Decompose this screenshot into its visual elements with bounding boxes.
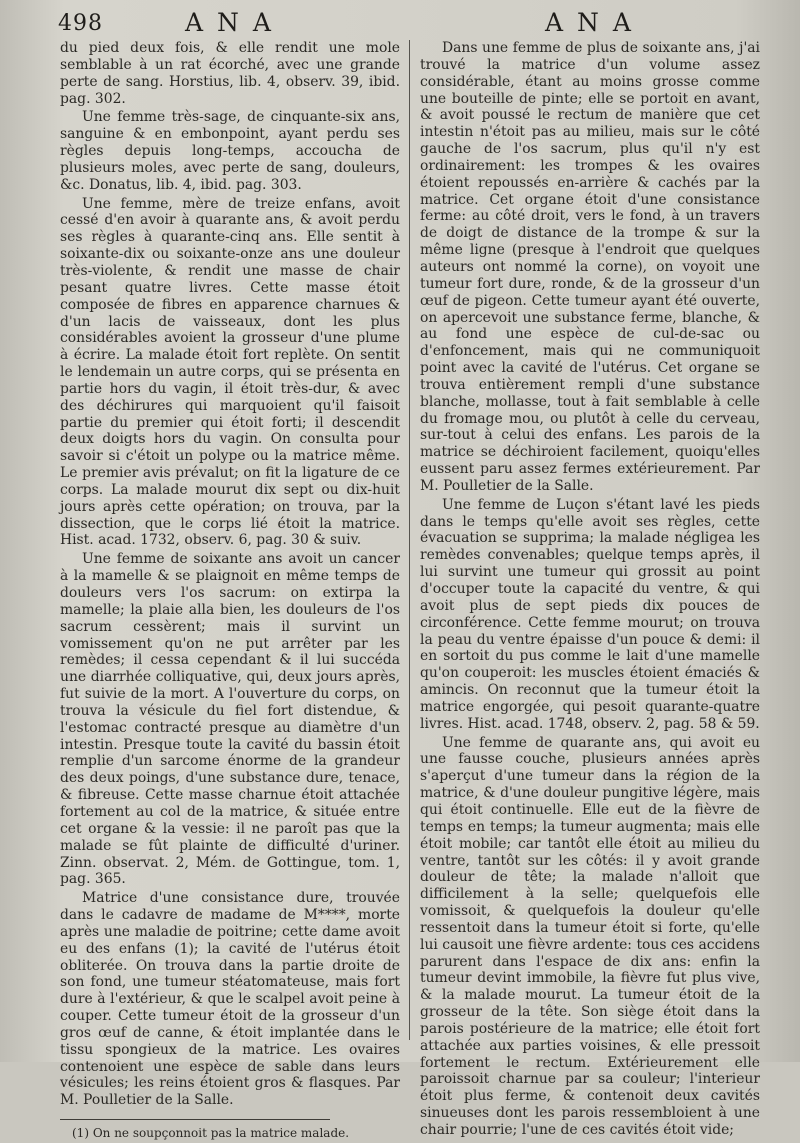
paragraph: Une femme, mère de treize enfans, avoit cessé d'en avoir à quarante ans, & avoit perdu ses règles à quarante-cinq ans. Elle sentit à soixante-dix ou soixante-onze ans une douleur très-violente, & rendit une masse de chair pesant quatre livres. Cette masse étoit composée de fibres en apparence charnues & d'un lacis de vaisseaux, dont les plus considérables avoient la grosseur d'une plume à écrire. La malade étoit fort replète. On sentit le lendemain un autre corps, qui se présenta en partie hors du vagin, il étoit très-dur, & avec des déchirures qui marquoient qu'il faisoit partie du premier qui étoit forti; il descendit deux doigts hors du vagin. On consulta pour savoir si c'étoit un polype ou la matrice même. Le premier avis prévalut; on fit la ligature de ce corps. La malade mourut dix sept ou dix-huit jours après cette opération; on trouva, par la dissection, que le corps lié étoit la matrice. Hist. acad. 1732, observ. 6, pag. 30 & suiv. bbox=[60, 195, 400, 549]
paragraph: Une femme de soixante ans avoit un cancer à la mamelle & se plaignoit en même temps de douleurs vers l'os sacrum: on extirpa la mamelle; la plaie alla bien, les douleurs de l'os sacrum cessèrent; mais il survint un vomissement qu'on ne put arrêter par les remèdes; il cessa cependant & il lui succéda une diarrhée colliquative, qui, deux jours après, fut suivie de la mort. A l'ouverture du corps, on trouva la vésicule du fiel fort distendue, & l'estomac contracté presque au diamètre d'un intestin. Presque toute la cavité du bassin étoit remplie d'un sarcome énorme de la grandeur des deux poings, d'une substance dure, tenace, & fibreuse. Cette masse charnue étoit attachée fortement au col de la matrice, & située entre cet organe & la vessie: il ne paroît pas que la malade se fût plainte de difficulté d'uriner. Zinn. observat. 2, Mém. de Gottingue, tom. 1, pag. 365. bbox=[60, 551, 400, 888]
running-title-left: A N A bbox=[185, 8, 274, 37]
paragraph: Une femme très-sage, de cinquante-six ans, sanguine & en embonpoint, ayant perdu ses règles depuis long-temps, accoucha de plusieurs moles, avec perte de sang, douleurs, &c. Donatus, lib. 4, ibid. pag. 303. bbox=[60, 109, 400, 193]
paragraph: Une femme de quarante ans, qui avoit eu une fausse couche, plusieurs années après s'aperçut d'une tumeur dans la région de la matrice, & d'une douleur pungitive légère, mais qui étoit continuelle. Elle eut de la fièvre de temps en temps; la tumeur augmenta; mais elle étoit mobile; car tantôt elle étoit au milieu du ventre, tantôt sur les côtés: il y avoit grande douleur de tête; la malade n'alloit que difficilement à la selle; quelquefois elle vomissoit, & quelquefois la douleur qu'elle ressentoit dans la tumeur étoit si forte, qu'elle lui causoit une fièvre ardente: tous ces accidens parurent dans l'espace de dix ans: enfin la tumeur devint immobile, la fièvre fut plus vive, & la malade mourut. La tumeur étoit de la grosseur de la tête. Son siège étoit dans la parois postérieure de la matrice; elle étoit fort attachée aux parties voisines, & elle pressoit fortement le rectum. Extérieurement elle paroissoit charnue par sa couleur; l'interieur étoit plus ferme, & contenoit deux cavités sinueuses dont les parois ressembloient à une chair pourrie; l'une de ces cavités étoit vide; bbox=[420, 734, 760, 1138]
paragraph: Une femme de Luçon s'étant lavé les pieds dans le temps qu'elle avoit ses règles, cette évacuation se supprima; la malade négligea les remèdes convenables; quelque temps après, il lui survint une tumeur qui grossit au point d'occuper toute la capacité du ventre, & qui avoit plus de sept pieds dix pouces de circonférence. Cette femme mourut; on trouva la peau du ventre épaisse d'un pouce & demi: il en sortoit du pus comme le lait d'une mamelle qu'on couperoit: les muscles étoient émaciés & amincis. On reconnut que la tumeur étoit la matrice engorgée, qui pesoit quarante-quatre livres. Hist. acad. 1748, observ. 2, pag. 58 & 59. bbox=[420, 496, 760, 732]
paragraph: Dans une femme de plus de soixante ans, j'ai trouvé la matrice d'un volume assez considérable, étant au moins grosse comme une bouteille de pinte; elle se portoit en avant, & avoit poussé le rectum de manière que cet intestin n'étoit pas au milieu, mais sur le côté gauche de l'os sacrum, plus qu'il n'y est ordinairement: les trompes & les ovaires étoient repoussés en-arrière & cachés par la matrice. Cet organe étoit d'une consistance ferme: au côté droit, vers le fond, à un travers de doigt de distance de la trompe & sur la même ligne (presque à l'endroit que quelques auteurs ont nommé la corne), on voyoit une tumeur fort dure, ronde, & de la grosseur d'un œuf de pigeon. Cette tumeur ayant été ouverte, on apercevoit une substance ferme, blanche, & au fond une espèce de cul-de-sac ou d'enfoncement, mais qui ne communiquoit point avec la cavité de l'utérus. Cet organe se trouva entièrement rempli d'une substance blanche, mollasse, tout à fait semblable à celle du fromage mou, ou plutôt à celle du cerveau, sur-tout à celui des enfans. Les parois de la matrice se déchiroient facilement, quoiqu'elles eussent paru assez fermes extérieurement. Par M. Poulletier de la Salle. bbox=[420, 40, 760, 494]
right-column bbox=[420, 40, 760, 1141]
footnote: (1) On ne soupçonnoit pas la matrice malade. bbox=[72, 1126, 350, 1141]
running-title-right: A N A bbox=[545, 8, 634, 37]
paragraph: du pied deux fois, & elle rendit une mole semblable à un rat écorché, avec une grande perte de sang. Horstius, lib. 4, observ. 39, ibid. pag. 302. bbox=[60, 40, 400, 107]
paragraph: Matrice d'une consistance dure, trouvée dans le cadavre de madame de M****, morte après une maladie de poitrine; cette dame avoit eu des enfans (1); la cavité de l'utérus étoit obliterée. On trouva dans la partie droite de son fond, une tumeur stéatomateuse, mais fort dure à l'extérieur, & que le scalpel avoit peine à couper. Cette tumeur étoit de la grosseur d'un gros œuf de canne, & étoit implantée dans le tissu spongieux de la matrice. Les ovaires contenoient une espèce de sable dans leurs vésicules; les reins étoient gros & flasques. Par M. Poulletier de la Salle. bbox=[60, 890, 400, 1109]
running-header bbox=[0, 8, 800, 40]
page-number: 498 bbox=[58, 11, 103, 36]
left-column bbox=[60, 40, 400, 1143]
footnote-divider bbox=[60, 1119, 330, 1120]
column-divider bbox=[409, 40, 410, 1040]
